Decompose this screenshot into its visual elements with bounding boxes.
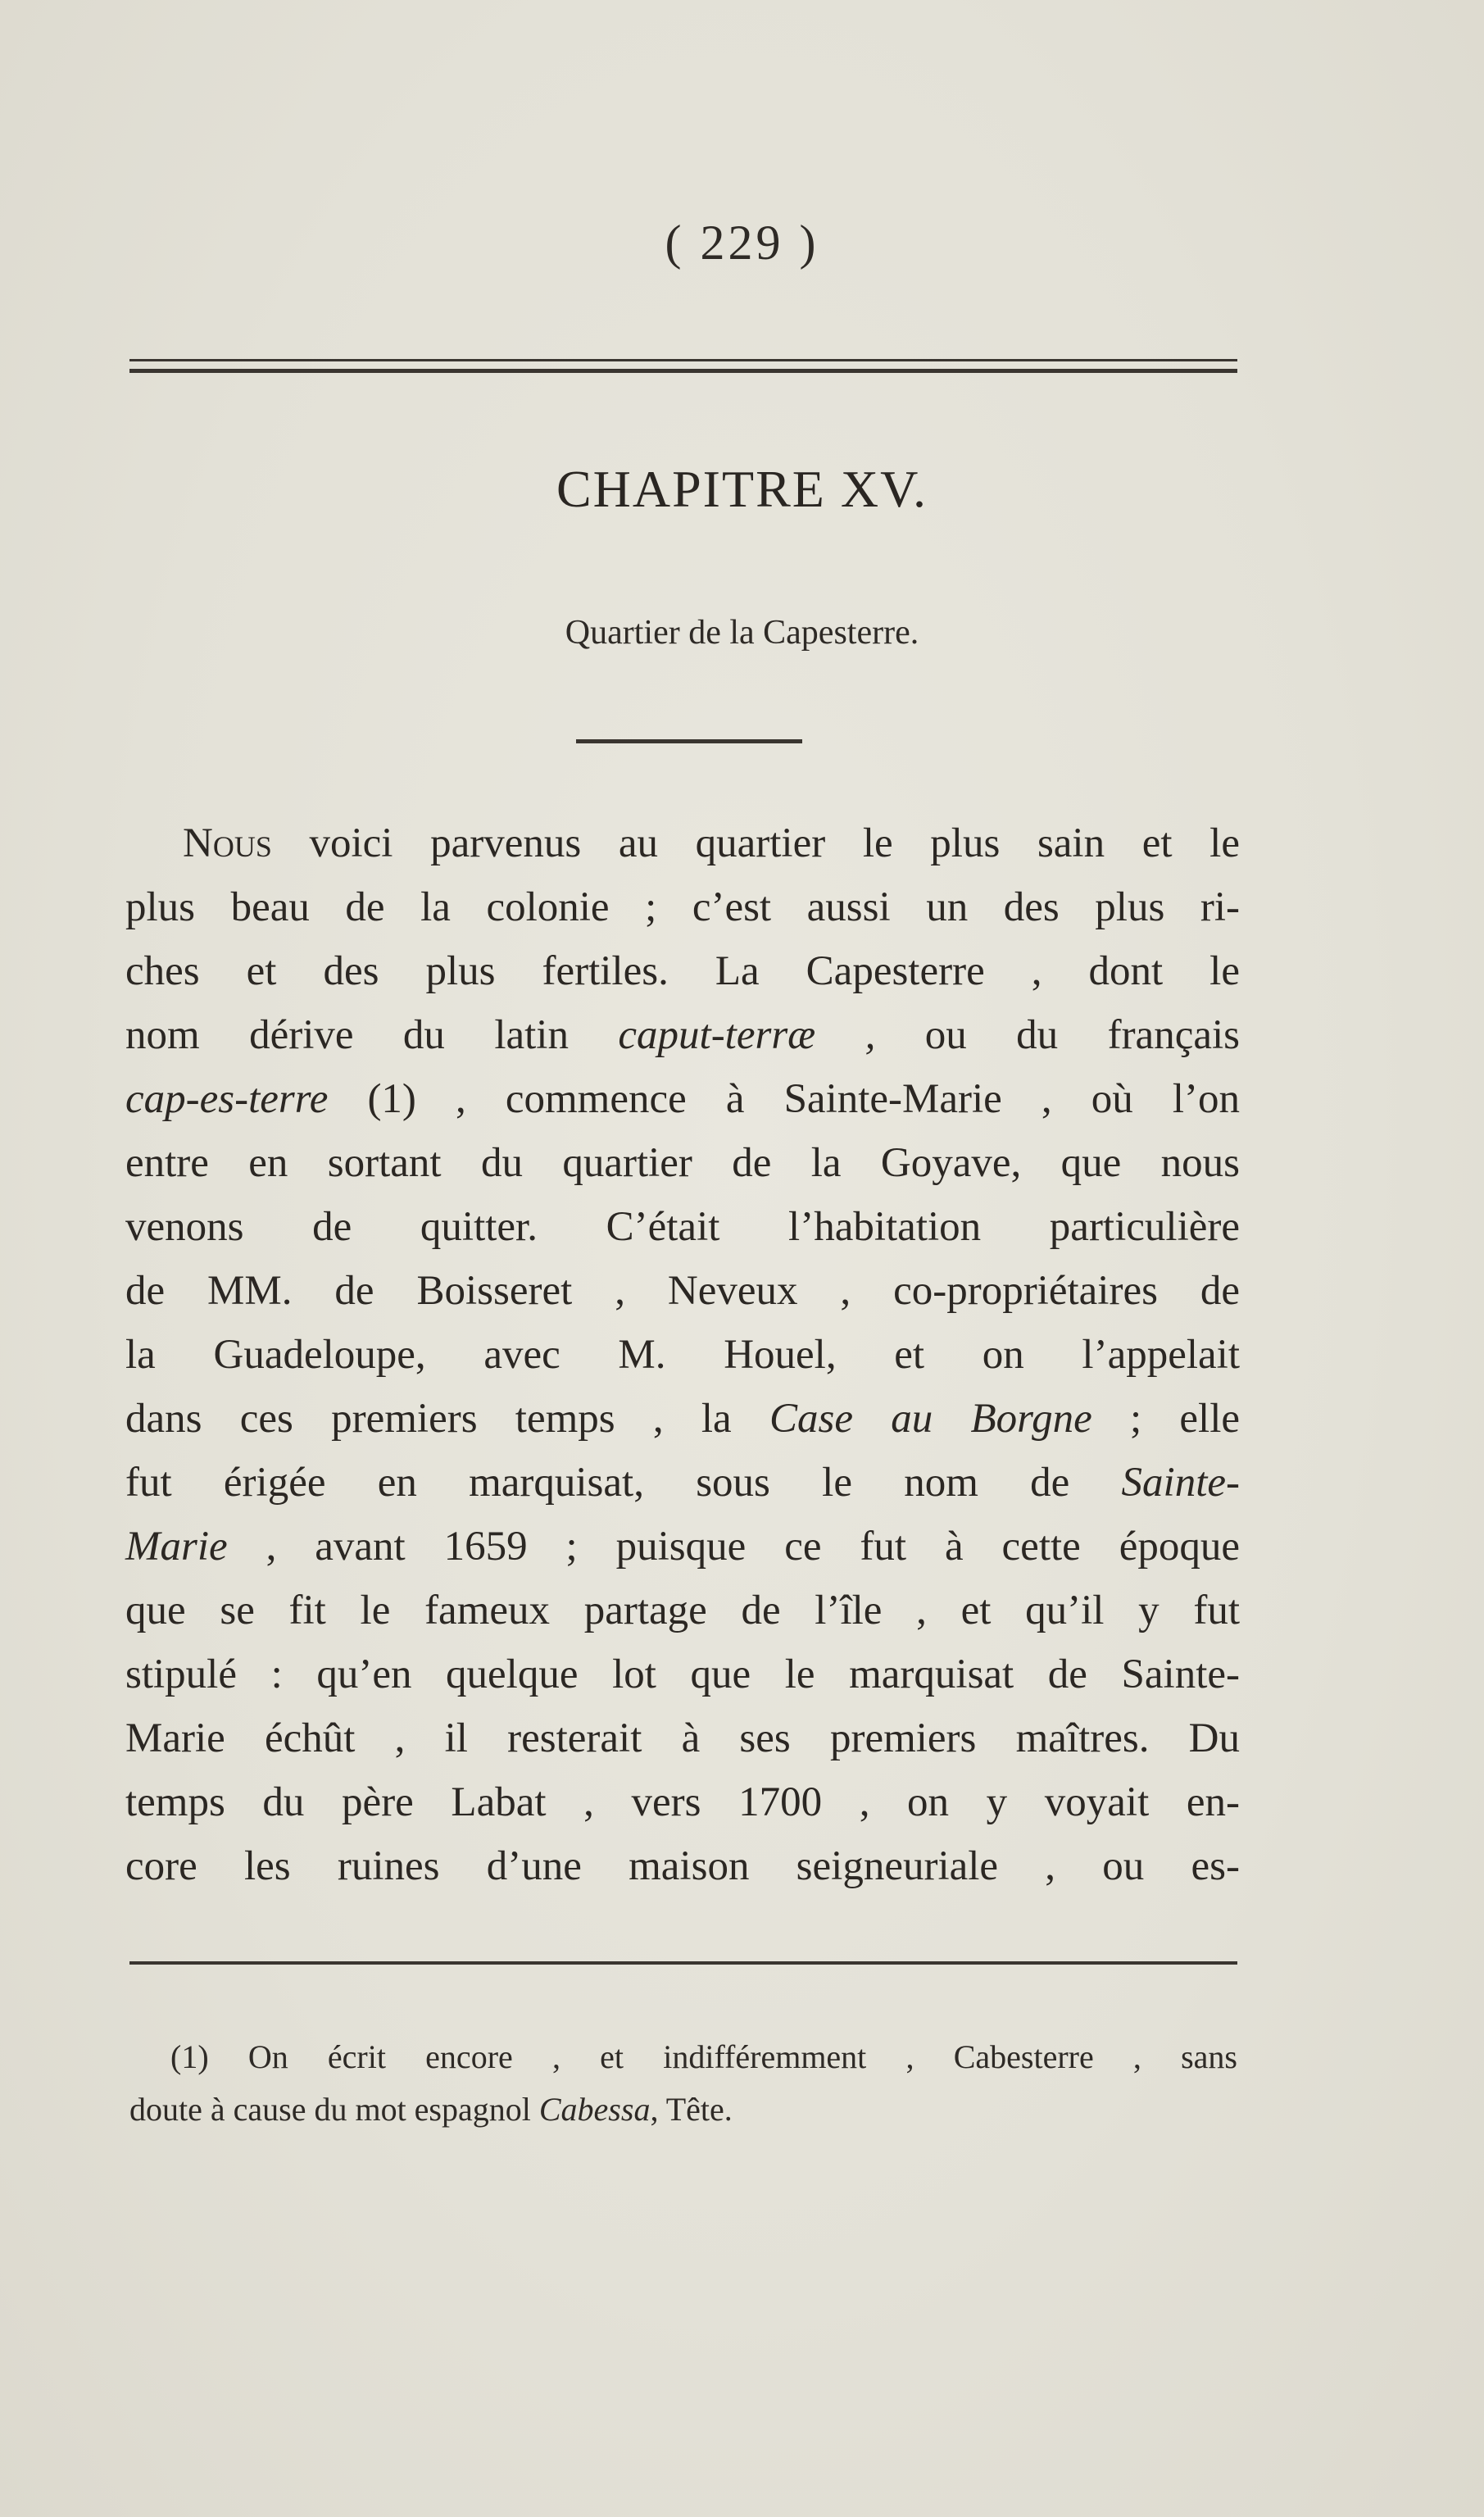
body-line-8 [125,1259,1240,1323]
body-line-16 [125,1770,1240,1834]
body-line-5 [125,1067,1240,1131]
text-run: ; elle [1091,1396,1241,1442]
body-line-10 [125,1387,1240,1451]
italic-text: caput-terræ , [618,1012,876,1058]
text-run: nom dérive du latin [125,1012,619,1058]
chapter-subtitle: Quartier de la Capesterre. [565,614,919,652]
text-run: (1) On écrit encore , et indifféremment , Cabesterre , sans [170,2038,1237,2075]
footnote-separator [129,1961,1237,1965]
body-paragraph [125,811,1240,1898]
text-run: dans ces premiers temps , la [125,1396,769,1442]
text-run: que se fit le fameux partage de l’île , et qu’il y fut [125,1588,1240,1633]
italic-text: Cabessa [538,2091,651,2128]
text-run: voici parvenus au quartier le plus sain et le [271,820,1240,866]
page-number: ( 229 ) [665,216,819,270]
section-divider [576,739,802,743]
italic-text: cap-es-terre [125,1076,329,1122]
text-run: plus beau de la colonie ; c’est aussi un des plus ri- [125,884,1240,930]
chapter-title: CHAPITRE XV. [556,460,928,518]
body-line-2 [125,875,1240,939]
footnote-line-2 [129,2083,1237,2136]
text-run: venons de quitter. C’était l’habitation particulière [125,1204,1240,1250]
body-line-1 [125,811,1240,875]
italic-text: Case au Borgne [769,1396,1092,1442]
text-run: de MM. de Boisseret , Neveux , co-propriétaires de [125,1268,1240,1314]
body-line-4 [125,1003,1240,1067]
italic-text: Marie [125,1524,228,1570]
text-run: (1) , commence à Sainte-Marie , où l’on [328,1076,1240,1122]
text-run: entre en sortant du quartier de la Goyave, que nous [125,1140,1240,1186]
text-run: core les ruines d’une maison seigneuriale , ou es- [125,1843,1240,1889]
text-run: stipulé : qu’en quelque lot que le marquisat de Sainte- [125,1651,1240,1697]
text-run: Nous [183,820,272,866]
header-double-rule [129,359,1237,375]
text-run: fut érigée en marquisat, sous le nom de [125,1460,1122,1506]
rule-thick [129,369,1237,373]
text-run: temps du père Labat , vers 1700 , on y voyait en- [125,1779,1240,1825]
body-line-9 [125,1323,1240,1387]
text-run: la Guadeloupe, avec M. Houel, et on l’appelait [125,1332,1240,1378]
text-run: Marie échût , il resterait à ses premiers maîtres. Du [125,1715,1240,1761]
body-line-6 [125,1131,1240,1195]
body-line-13 [125,1579,1240,1642]
body-line-7 [125,1195,1240,1259]
body-line-12 [125,1515,1240,1579]
text-run: doute à cause du mot espagnol [129,2091,539,2128]
body-line-3 [125,939,1240,1003]
footnote [129,2031,1237,2136]
text-run: , avant 1659 ; puisque ce fut à cette époque [227,1524,1240,1570]
body-line-11 [125,1451,1240,1515]
body-line-14 [125,1642,1240,1706]
text-run: ches et des plus fertiles. La Capesterre , dont le [125,948,1240,994]
body-line-15 [125,1706,1240,1770]
text-run: , Tête. [650,2091,733,2128]
italic-text: Sainte- [1121,1460,1240,1506]
body-line-17 [125,1834,1240,1898]
rule-thin [129,359,1237,361]
text-run: ou du français [875,1012,1240,1058]
footnote-line-1 [129,2031,1237,2083]
